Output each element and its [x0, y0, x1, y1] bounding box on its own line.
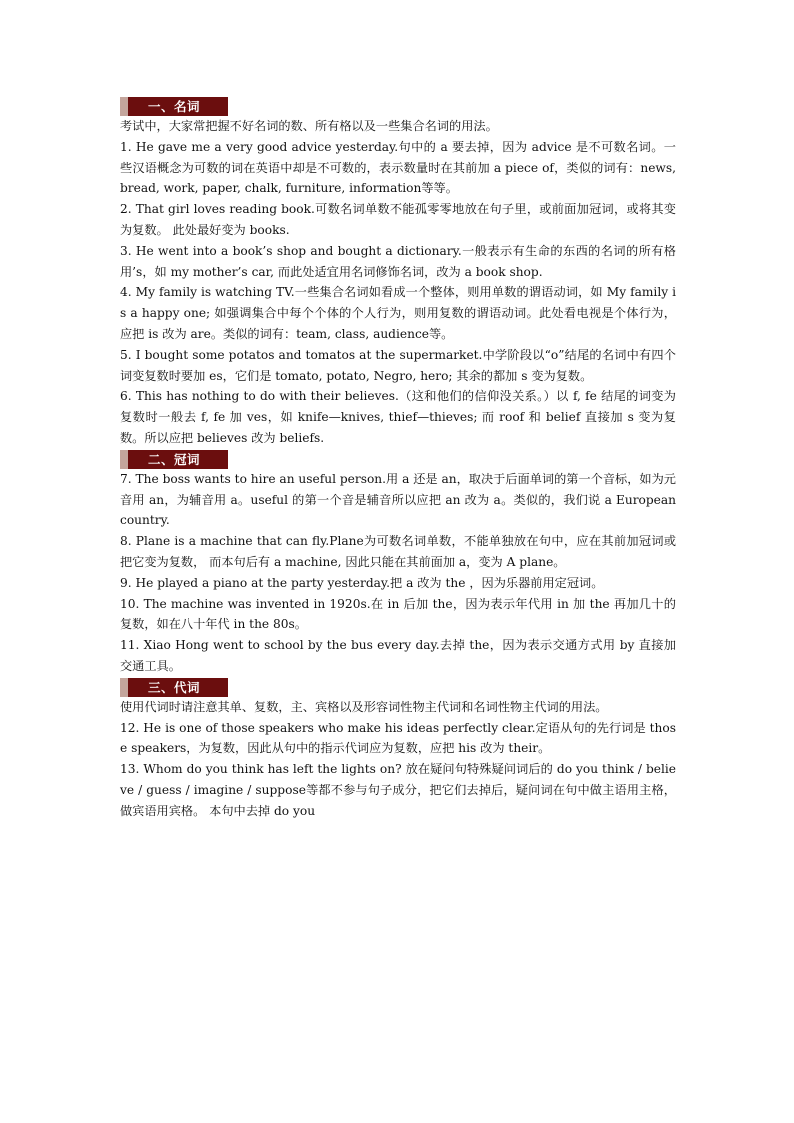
section-nouns: [120, 97, 676, 449]
document-page: [120, 96, 676, 822]
paragraph: 8. Plane is a machine that can fly.Plane为可数名词单数，不能单独放在句中，应在其前加冠词或把它变为复数， 而本句后有 a machine, 因此只能在其前面加 a，变为 A plane。: [120, 534, 676, 569]
paragraph: 11. Xiao Hong went to school by the bus every day.去掉 the，因为表示交通方式用 by 直接加交通工具。: [120, 638, 676, 673]
section-header: 二、冠词: [120, 450, 228, 469]
paragraph: 9. He played a piano at the party yesterday.把 a 改为 the ，因为乐器前用定冠词。: [120, 575, 604, 590]
section-pronouns: [120, 678, 676, 822]
paragraph: 4. My family is watching TV.一些集合名词如看成一个整体，则用单数的谓语动词，如 My family is a happy one; 如强调集合中每个个体的个人行为，则用复数的谓语动词。此处看电视是个体行为， 应把 is 改为 are。类似的词有：team, class, audience等。: [120, 285, 676, 341]
section-header: 一、名词: [120, 97, 228, 116]
paragraph: 13. Whom do you think has left the lights on? 放在疑问句特殊疑问词后的 do you think / believe / guess / imagine / suppose等都不参与句子成分，把它们去掉后，疑问词在句中做主语用主格，做宾语用宾格。 本句中去掉 do you: [120, 762, 676, 818]
paragraph: 7. The boss wants to hire an useful person.用 a 还是 an，取决于后面单词的第一个音标，如为元音用 an，为辅音用 a。useful 的第一个音是辅音所以应把 an 改为 a。类似的，我们说 a European country.: [120, 471, 676, 528]
paragraph: 3. He went into a book’s shop and bought a dictionary.一般表示有生命的东西的名词的所有格用’s，如 my mother’s car, 而此处适宜用名词修饰名词，改为 a book shop.: [120, 243, 676, 279]
section-header: 三、代词: [120, 678, 228, 697]
paragraph: 5. I bought some potatos and tomatos at the supermarket.中学阶段以“o”结尾的名词中有四个词变复数时要加 es，它们是 tomato, potato, Negro, hero; 其余的都加 s 变为复数。: [120, 347, 676, 383]
section-articles: [120, 450, 676, 677]
paragraph: 2. That girl loves reading book.可数名词单数不能孤零零地放在句子里，或前面加冠词，或将其变为复数。 此处最好变为 books.: [120, 202, 676, 237]
paragraph: 使用代词时请注意其单、复数，主、宾格以及形容词性物主代词和名词性物主代词的用法。: [120, 699, 608, 714]
paragraph: 10. The machine was invented in 1920s.在 in 后加 the，因为表示年代用 in 加 the 再加几十的复数，如在八十年代 in the 80s。: [120, 596, 676, 632]
paragraph: 12. He is one of those speakers who make his ideas perfectly clear.定语从句的先行词是 those speakers，为复数，因此从句中的指示代词应为复数，应把 his 改为 their。: [120, 720, 676, 756]
paragraph: 6. This has nothing to do with their believes.（这和他们的信仰没关系。）以 f, fe 结尾的词变为复数时一般去 f, fe 加 ves，如 knife—knives, thief—thieves; 而 roof 和 belief 直接加 s 变为复数。所以应把 believes 改为 beliefs.: [120, 389, 676, 445]
paragraph: 考试中，大家常把握不好名词的数、所有格以及一些集合名词的用法。: [120, 119, 498, 133]
paragraph: 1. He gave me a very good advice yesterday.句中的 a 要去掉，因为 advice 是不可数名词。一些汉语概念为可数的词在英语中却是不可数的，表示数量时在其前加 a piece of，类似的词有：news, bread, work, paper, chalk, furniture, information等等。: [120, 139, 676, 196]
